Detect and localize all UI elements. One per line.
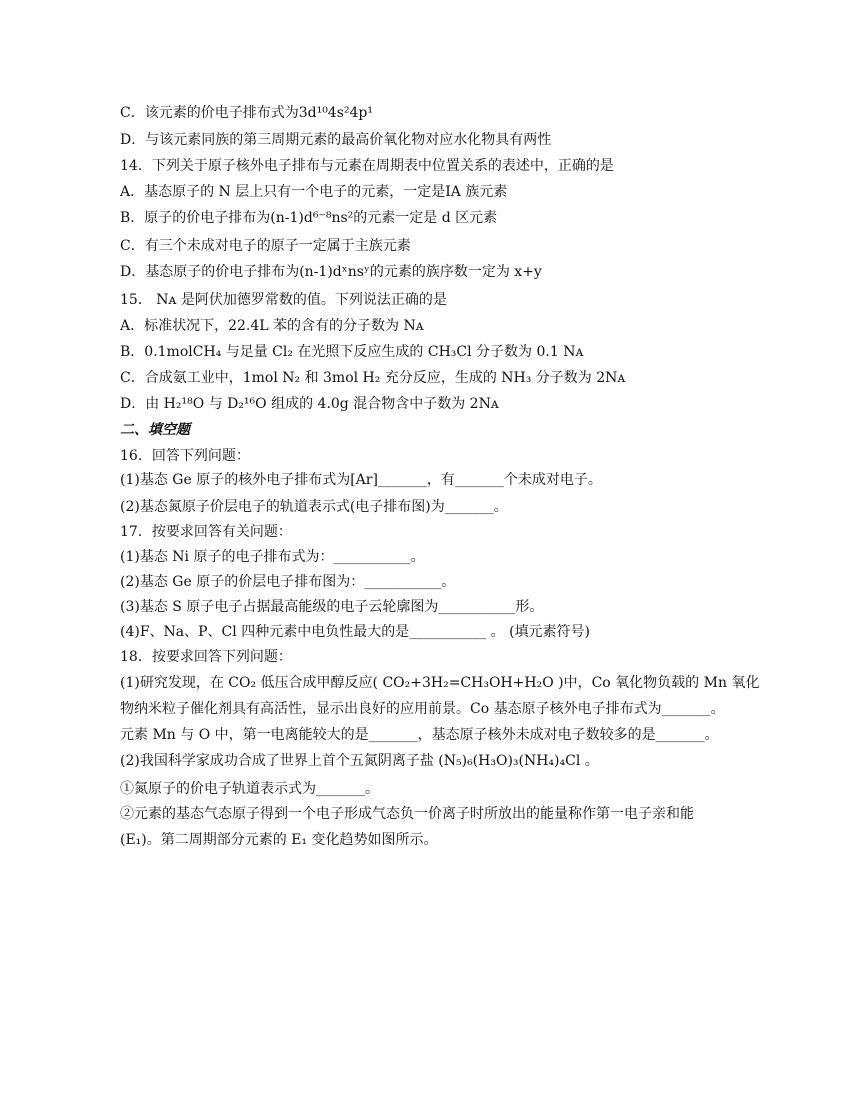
q14-option-a: A．基态原子的 N 层上只有一个电子的元素，一定是IA 族元素	[120, 184, 508, 200]
q16-part-2: (2)基态氮原子价层电子的轨道表示式(电子排布图)为_______。	[120, 499, 508, 515]
q14-option-d: D．基态原子的价电子排布为(n-1)dˣnsʸ的元素的族序数一定为 x+y	[120, 264, 542, 280]
q18-part-1-line-2: 物纳米粒子催化剂具有高活性，显示出良好的应用前景。Co 基态原子核外电子排布式为_______。	[120, 701, 725, 717]
q15-option-a: A．标准状况下，22.4L 苯的含有的分子数为 Nᴀ	[120, 318, 424, 334]
q16-stem: 16．回答下列问题：	[120, 448, 250, 464]
q15-option-b: B．0.1molCH₄ 与足量 Cl₂ 在光照下反应生成的 CH₃Cl 分子数为 0.1 Nᴀ	[120, 344, 584, 360]
q16-part-1: (1)基态 Ge 原子的核外电子排布式为[Ar]_______，有_______个未成对电子。	[120, 472, 602, 488]
q18-sub-2-line-2: (E₁)。第二周期部分元素的 E₁ 变化趋势如图所示。	[120, 832, 438, 848]
q14-option-b: B．原子的价电子排布为(n-1)d⁶⁻⁸ns²的元素一定是 d 区元素	[120, 210, 498, 226]
q17-part-3: (3)基态 S 原子电子占据最高能级的电子云轮廓图为___________形。	[120, 599, 544, 615]
q17-part-4: (4)F、Na、P、Cl 四种元素中电负性最大的是___________ 。 (填元素符号)	[120, 624, 591, 640]
q13-option-c: C．该元素的价电子排布式为3d¹⁰4s²4p¹	[120, 105, 373, 121]
q15-stem: 15． Nᴀ 是阿伏加德罗常数的值。下列说法正确的是	[120, 292, 447, 308]
q15-option-c: C．合成氨工业中，1mol N₂ 和 3mol H₂ 充分反应，生成的 NH₃ 分子数为 2Nᴀ	[120, 370, 626, 386]
section-heading-fill-in: 二、填空题	[120, 422, 190, 438]
q18-stem: 18．按要求回答下列问题：	[120, 649, 292, 665]
q14-option-c: C．有三个未成对电子的原子一定属于主族元素	[120, 238, 411, 254]
q17-part-1: (1)基态 Ni 原子的电子排布式为：___________。	[120, 549, 425, 565]
q17-stem: 17．按要求回答有关问题：	[120, 524, 292, 540]
q18-sub-2-line-1: ②元素的基态气态原子得到一个电子形成气态负一价离子时所放出的能量称作第一电子亲和能	[120, 806, 694, 822]
q18-part-1-line-1: (1)研究发现，在 CO₂ 低压合成甲醇反应( CO₂+3H₂=CH₃OH+H₂O )中，Co 氧化物负载的 Mn 氧化	[120, 675, 760, 691]
q18-part-2: (2)我国科学家成功合成了世界上首个五氮阴离子盐 (N₅)₆(H₃O)₃(NH₄)₄Cl 。	[120, 753, 599, 769]
q15-option-d: D．由 H₂¹⁸O 与 D₂¹⁶O 组成的 4.0g 混合物含中子数为 2Nᴀ	[120, 396, 499, 412]
q18-sub-1: ①氮原子的价电子轨道表示式为_______。	[120, 781, 379, 797]
q14-stem: 14．下列关于原子核外电子排布与元素在周期表中位置关系的表述中，正确的是	[120, 158, 614, 174]
q13-option-d: D．与该元素同族的第三周期元素的最高价氧化物对应水化物具有两性	[120, 132, 552, 148]
q17-part-2: (2)基态 Ge 原子的价层电子排布图为：___________。	[120, 574, 456, 590]
q18-part-1-line-3: 元素 Mn 与 O 中，第一电离能较大的是_______，基态原子核外未成对电子数较多的是_______。	[120, 727, 719, 743]
